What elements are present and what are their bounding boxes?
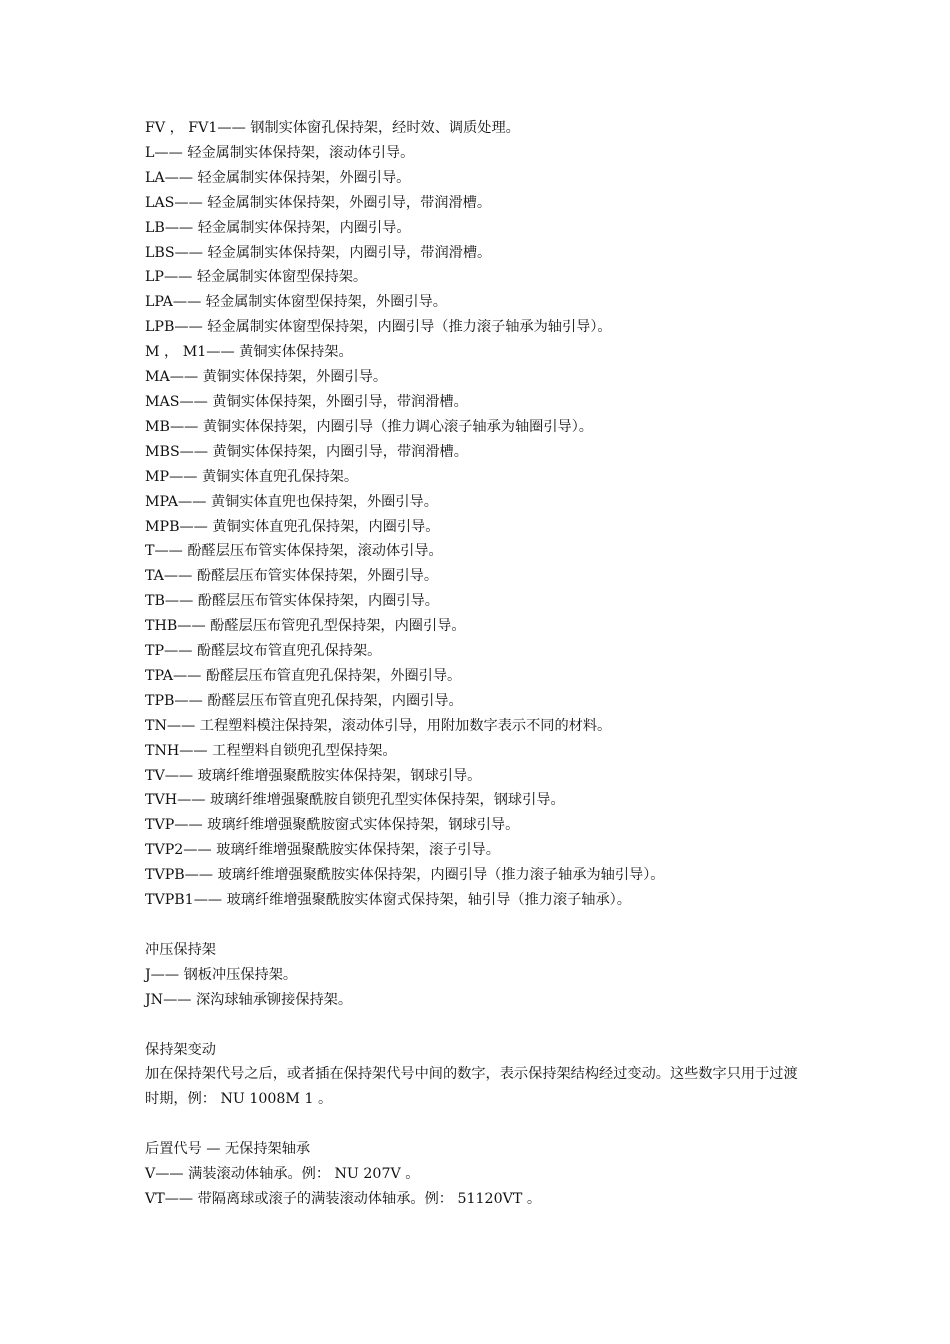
section-spacer (145, 913, 810, 938)
list-item: LBS—— 轻金属制实体保持架，内圈引导，带润滑槽。 (145, 244, 492, 261)
list-item: TB—— 酚醛层压布管实体保持架，内圈引导。 (145, 593, 439, 610)
list-item: FV ， FV1—— 钢制实体窗孔保持架，经时效、调质处理。 (145, 120, 520, 136)
section-heading: 后置代号 — 无保持架轴承 (145, 1141, 311, 1158)
list-item: MB—— 黄铜实体保持架，内圈引导（推力调心滚子轴承为轴圈引导）。 (145, 418, 593, 435)
list-item: V—— 满装滚动体轴承。例： NU 207V 。 (145, 1166, 420, 1183)
list-item: TVPB1—— 玻璃纤维增强聚酰胺实体窗式保持架，轴引导（推力滚子轴承）。 (145, 892, 631, 909)
list-item: LA—— 轻金属制实体保持架，外圈引导。 (145, 169, 411, 186)
list-item: MAS—— 黄铜实体保持架，外圈引导，带润滑槽。 (145, 393, 468, 410)
list-item: LAS—— 轻金属制实体保持架，外圈引导，带润滑槽。 (145, 194, 492, 211)
list-item: MBS—— 黄铜实体保持架，内圈引导，带润滑槽。 (145, 443, 468, 460)
list-item: TVPB—— 玻璃纤维增强聚酰胺实体保持架，内圈引导（推力滚子轴承为轴引导）。 (145, 867, 665, 884)
section-spacer (145, 1013, 810, 1038)
paragraph: 加在保持架代号之后，或者插在保持架代号中间的数字，表示保持架结构经过变动。这些数字只用于过渡时期，例： NU 1008M 1 。 (145, 1066, 798, 1108)
list-item: TPA—— 酚醛层压布管直兜孔保持架，外圈引导。 (145, 667, 462, 684)
list-item: L—— 轻金属制实体保持架，滚动体引导。 (145, 144, 415, 161)
list-item: LPB—— 轻金属制实体窗型保持架，内圈引导（推力滚子轴承为轴引导）。 (145, 319, 612, 336)
cage-code-list (145, 116, 810, 913)
list-item: MPA—— 黄铜实体直兜也保持架，外圈引导。 (145, 493, 438, 510)
list-item: TVP—— 玻璃纤维增强聚酰胺窗式实体保持架，钢球引导。 (145, 817, 520, 834)
list-item: LPA—— 轻金属制实体窗型保持架，外圈引导。 (145, 294, 447, 311)
list-item: TNH—— 工程塑料自锁兜孔型保持架。 (145, 742, 397, 759)
list-item: LB—— 轻金属制实体保持架，内圈引导。 (145, 219, 411, 236)
list-item: TV—— 玻璃纤维增强聚酰胺实体保持架，钢球引导。 (145, 767, 482, 784)
no-cage-section (145, 1137, 810, 1212)
section-spacer (145, 1112, 810, 1137)
list-item: TPB—— 酚醛层压布管直兜孔保持架，内圈引导。 (145, 692, 463, 709)
list-item: JN—— 深沟球轴承铆接保持架。 (145, 991, 353, 1008)
list-item: MA—— 黄铜实体保持架，外圈引导。 (145, 369, 388, 386)
list-item: LP—— 轻金属制实体窗型保持架。 (145, 269, 368, 286)
cage-variation-section (145, 1038, 810, 1113)
section-heading: 冲压保持架 (145, 941, 216, 958)
list-item: MPB—— 黄铜实体直兜孔保持架，内圈引导。 (145, 518, 440, 535)
list-item: M ， M1—— 黄铜实体保持架。 (145, 344, 353, 361)
section-heading: 保持架变动 (145, 1041, 216, 1058)
list-item: MP—— 黄铜实体直兜孔保持架。 (145, 468, 359, 485)
list-item: TVH—— 玻璃纤维增强聚酰胺自锁兜孔型实体保持架，钢球引导。 (145, 792, 565, 809)
stamped-cage-section (145, 938, 810, 1013)
list-item: TP—— 酚醛层坟布管直兜孔保持架。 (145, 643, 382, 660)
list-item: J—— 钢板冲压保持架。 (145, 966, 298, 983)
list-item: TN—— 工程塑料模注保持架，滚动体引导，用附加数字表示不同的材料。 (145, 717, 612, 734)
list-item: TA—— 酚醛层压布管实体保持架，外圈引导。 (145, 568, 439, 585)
list-item: VT—— 带隔离球或滚子的满装滚动体轴承。例： 51120VT 。 (145, 1190, 542, 1207)
list-item: TVP2—— 玻璃纤维增强聚酰胺实体保持架，滚子引导。 (145, 842, 500, 859)
document-page (145, 116, 810, 1212)
list-item: T—— 酚醛层压布管实体保持架，滚动体引导。 (145, 543, 443, 560)
list-item: THB—— 酚醛层压布管兜孔型保持架，内圈引导。 (145, 618, 466, 635)
